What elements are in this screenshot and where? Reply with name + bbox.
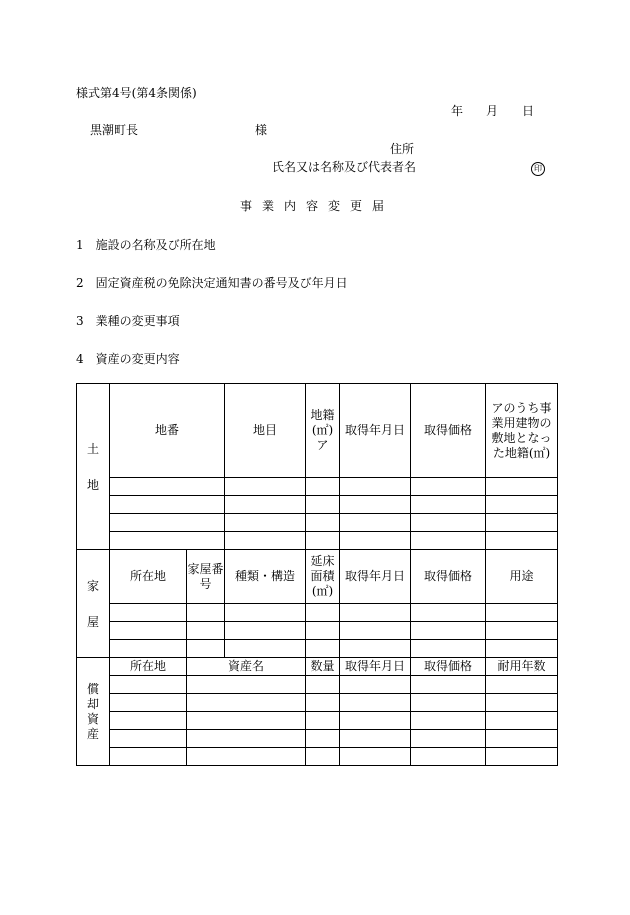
land-header-category: 地目 [225,384,306,478]
table-row [77,640,558,658]
house-header-usage: 用途 [486,550,558,604]
table-row [77,676,558,694]
table-row [77,496,558,514]
addressee-honorific: 様 [255,123,268,137]
date-year-label: 年 [451,104,464,118]
item-tax-notice: 2 固定資産税の免除決定通知書の番号及び年月日 [76,276,348,290]
house-header-acq-price: 取得価格 [411,550,486,604]
depreciable-header-asset-name: 資産名 [187,658,306,676]
house-header-acq-date: 取得年月日 [340,550,411,604]
addressee: 黒潮町長 [90,123,139,137]
address-label: 住所 [390,142,415,156]
table-row [77,748,558,766]
table-row [77,712,558,730]
table-row [77,604,558,622]
land-category-cell: 土 地 [77,384,110,550]
depreciable-header-acq-date: 取得年月日 [340,658,411,676]
item-facility: 1 施設の名称及び所在地 [76,238,216,252]
date-month-label: 月 [486,104,499,118]
house-header-number: 家屋番号 [187,550,225,604]
depreciable-header-location: 所在地 [110,658,187,676]
house-header-location: 所在地 [110,550,187,604]
date-day-label: 日 [522,104,535,118]
land-header-lot: 地番 [110,384,225,478]
document-title: 事業内容変更届 [240,199,395,213]
land-header-acq-date: 取得年月日 [340,384,411,478]
land-header-area: 地籍(㎡)ア [306,384,340,478]
depreciable-category-cell: 償 却 資 産 [77,658,110,766]
depreciable-header-acq-price: 取得価格 [411,658,486,676]
asset-change-table [76,383,558,766]
depreciable-header-useful-life: 耐用年数 [486,658,558,676]
house-header-floor-area: 延床面積(㎡) [306,550,340,604]
table-row [77,532,558,550]
table-row [77,478,558,496]
form-number: 様式第4号(第4条関係) [76,86,197,100]
house-header-type: 種類・構造 [225,550,306,604]
house-category-cell: 家 屋 [77,550,110,658]
land-header-building-site-area: アのうち事業用建物の敷地となった地籍(㎡) [486,384,558,478]
table-row [77,622,558,640]
land-header-acq-price: 取得価格 [411,384,486,478]
table-row [77,694,558,712]
item-business-change: 3 業種の変更事項 [76,314,180,328]
table-row [77,514,558,532]
table-row [77,730,558,748]
seal-mark [531,160,545,176]
item-asset-change: 4 資産の変更内容 [76,352,180,366]
name-label: 氏名又は名称及び代表者名 [272,160,417,174]
seal-icon: 印 [531,162,545,176]
depreciable-header-quantity: 数量 [306,658,340,676]
